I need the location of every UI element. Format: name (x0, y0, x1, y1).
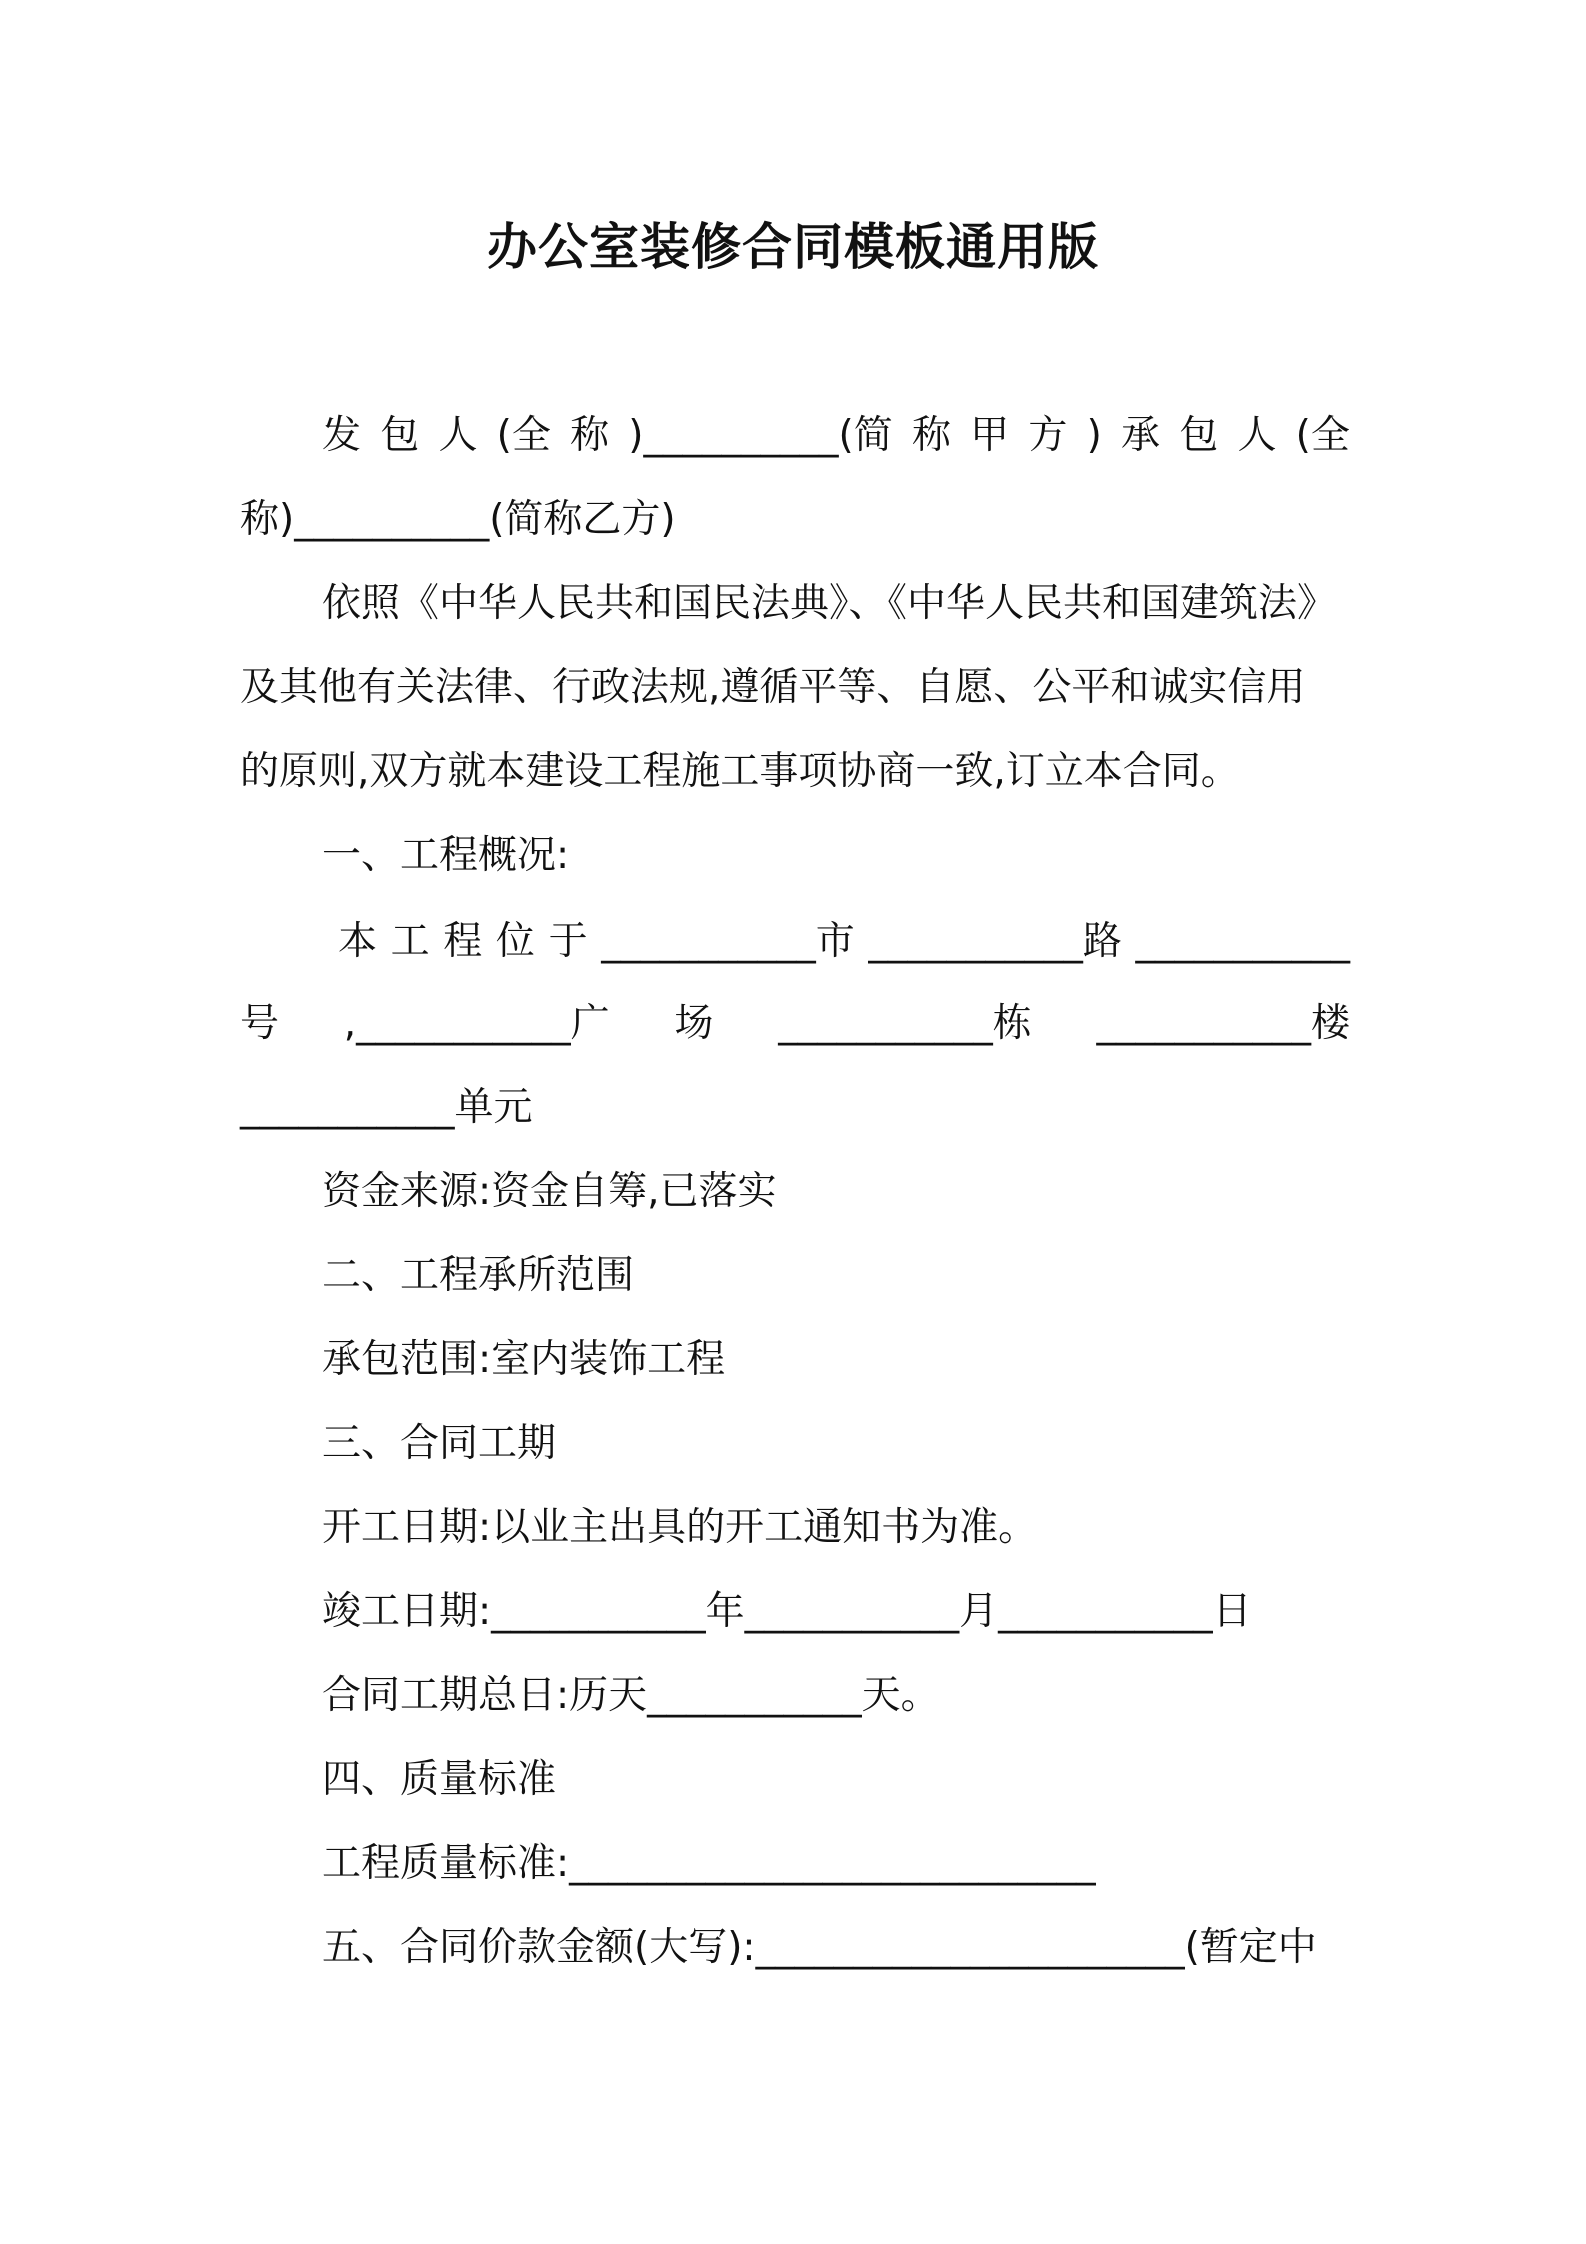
text-segment: 人 (1237, 413, 1277, 458)
text-segment: 包 (380, 413, 420, 458)
party-line-1 (322, 408, 1350, 464)
text-segment: ,___________广 (343, 1001, 610, 1046)
party-line-2: 称)__________(简称乙方) (240, 497, 676, 542)
text-segment: 于 (548, 919, 588, 964)
text-segment: 人 (438, 413, 478, 458)
text-segment: 称 (570, 413, 610, 458)
text-segment: ) (1086, 413, 1102, 458)
text-segment: 发 (322, 413, 362, 458)
text-segment: 称 (911, 413, 951, 458)
contract-scope: 承包范围:室内装饰工程 (322, 1337, 726, 1382)
section-2-heading: 二、工程承所范围 (322, 1253, 635, 1298)
section-1-heading: 一、工程概况: (322, 833, 570, 878)
document-title: 办公室装修合同模板通用版 (487, 218, 1099, 276)
section-4-heading: 四、质量标准 (322, 1757, 557, 1802)
basis-line-3: 的原则,双方就本建设工程施工事项协商一致,订立本合同。 (240, 749, 1240, 794)
location-line-2 (240, 996, 1350, 1052)
quality-standard: 工程质量标准:___________________________ (322, 1841, 1096, 1886)
text-segment: 方 (1028, 413, 1068, 458)
text-segment: 号 (240, 1001, 280, 1046)
section-5-amount: 五、合同价款金额(大写):______________________(暂定中 (322, 1925, 1317, 1970)
basis-line-1: 依照《中华人民共和国民法典》、《中华人民共和国建筑法》 (322, 581, 1337, 626)
text-segment: (全 (1295, 413, 1350, 458)
text-segment: ___________路 (868, 919, 1122, 964)
completion-date: 竣工日期:___________年___________月___________日 (322, 1589, 1252, 1634)
funding-source: 资金来源:资金自筹,已落实 (322, 1169, 777, 1214)
basis-line-2: 及其他有关法律、行政法规,遵循平等、自愿、公平和诚实信用 (240, 665, 1306, 710)
text-segment: 甲 (970, 413, 1010, 458)
text-segment: 工 (390, 919, 430, 964)
text-segment: 场 (674, 1001, 714, 1046)
text-segment: (全 (496, 413, 551, 458)
text-segment: 本 (338, 919, 378, 964)
text-segment: 包 (1179, 413, 1219, 458)
text-segment: )__________(简 (628, 413, 893, 458)
location-line-1 (338, 914, 1350, 970)
text-segment: ___________楼 (1096, 1001, 1350, 1046)
text-segment: 位 (495, 919, 535, 964)
text-segment: 承 (1121, 413, 1161, 458)
location-line-3: ___________单元 (240, 1085, 533, 1130)
start-date: 开工日期:以业主出具的开工通知书为准。 (322, 1505, 1038, 1550)
text-segment: 程 (443, 919, 483, 964)
text-segment: ___________ (1135, 919, 1350, 964)
text-segment: ___________市 (601, 919, 855, 964)
section-3-heading: 三、合同工期 (322, 1421, 557, 1466)
total-duration: 合同工期总日:历天___________天。 (322, 1673, 940, 1718)
text-segment: ___________栋 (778, 1001, 1032, 1046)
